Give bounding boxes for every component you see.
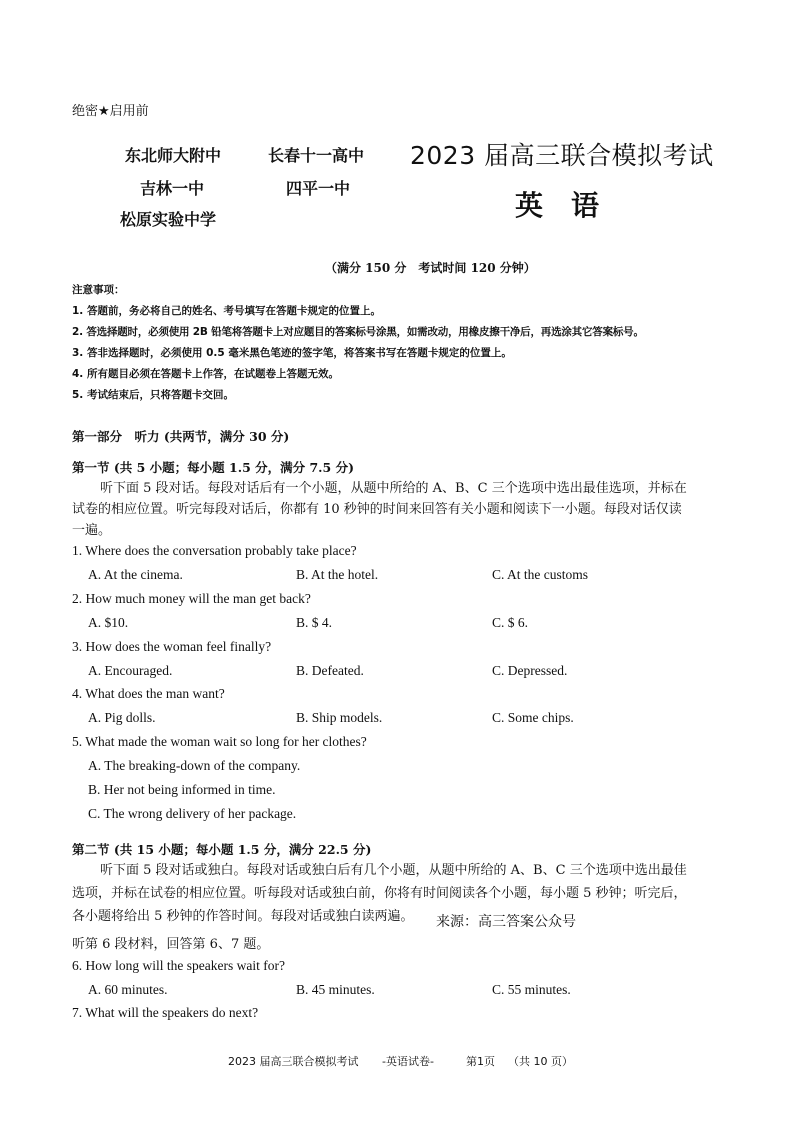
question-text: 5. What made the woman wait so long for her clothes? (72, 734, 367, 749)
watermark-text: 来源：高三答案公众号 (436, 914, 576, 930)
question-text: 2. How much money will the man get back? (72, 591, 311, 606)
note-item: 4. 所有题目必须在答题卡上作答，在试题卷上答题无效。 (72, 368, 339, 380)
instruction-line: 各小题将给出 5 秒钟的作答时间。每段对话或独白读两遍。 (72, 909, 414, 924)
school-name: 吉林一中 (140, 179, 205, 198)
instruction-line: 一遍。 (72, 523, 112, 538)
option-b: B. 45 minutes. (296, 982, 375, 997)
option-a: A. Pig dolls. (88, 710, 156, 725)
option-c: C. Some chips. (492, 710, 574, 725)
part-title: 第一部分 听力 (共两节，满分 30 分) (72, 429, 290, 444)
footer-page: 第1页 (466, 1055, 495, 1068)
note-item: 1. 答题前，务必将自己的姓名、考号填写在答题卡规定的位置上。 (72, 305, 381, 317)
footer-total: （共 10 页） (508, 1055, 573, 1068)
section-title: 第一节 (共 5 小题；每小题 1.5 分，满分 7.5 分) (72, 460, 354, 475)
question-text: 3. How does the woman feel finally? (72, 639, 272, 654)
option-b: B. Ship models. (296, 710, 383, 725)
option-c: C. $ 6. (492, 615, 529, 630)
option-c: C. The wrong delivery of her package. (88, 806, 297, 821)
option-a: A. Encouraged. (88, 663, 173, 678)
exam-title: 2023 届高三联合模拟考试 (410, 141, 714, 170)
instruction-line: 听下面 5 段对话。每段对话后有一个小题，从题中所给的 A、B、C 三个选项中选出最佳选项，并标在 (100, 481, 687, 496)
section-title: 第二节 (共 15 小题；每小题 1.5 分，满分 22.5 分) (72, 842, 372, 857)
option-a: A. $10. (88, 615, 129, 630)
option-a: A. The breaking-down of the company. (88, 758, 301, 773)
score-time: （满分 150 分 考试时间 120 分钟） (325, 261, 536, 275)
option-b: B. At the hotel. (296, 567, 379, 582)
notes-heading: 注意事项： (72, 284, 125, 296)
note-item: 3. 答非选择题时，必须使用 0.5 毫米黑色笔迹的签字笔，将答案书写在答题卡规定的位置上。 (72, 347, 512, 359)
option-a: A. 60 minutes. (88, 982, 168, 997)
school-name: 四平一中 (286, 179, 351, 198)
question-text: 4. What does the man want? (72, 686, 225, 701)
option-c: C. At the customs (492, 567, 589, 582)
option-c: C. 55 minutes. (492, 982, 571, 997)
option-c: C. Depressed. (492, 663, 568, 678)
confidential-label: 绝密★启用前 (72, 104, 149, 119)
option-a: A. At the cinema. (88, 567, 183, 582)
question-text: 7. What will the speakers do next? (72, 1005, 259, 1020)
instruction-line: 听下面 5 段对话或独白。每段对话或独白后有几个小题，从题中所给的 A、B、C 三个选项中选出最佳 (100, 863, 687, 878)
instruction-line: 试卷的相应位置。听完每段对话后，你都有 10 秒钟的时间来回答有关小题和阅读下一小题。每段对话仅读 (72, 502, 682, 517)
school-name: 长春十一高中 (268, 146, 365, 165)
subject-title: 英 语 (515, 189, 600, 222)
instruction-line: 选项，并标在试卷的相应位置。听每段对话或独白前，你将有时间阅读各个小题，每小题 5 秒钟；听完后， (72, 886, 687, 901)
option-b: B. Defeated. (296, 663, 364, 678)
note-item: 2. 答选择题时，必须使用 2B 铅笔将答题卡上对应题目的答案标号涂黑，如需改动，用橡皮擦干净后，再选涂其它答案标号。 (72, 326, 644, 338)
material-instruction: 听第 6 段材料，回答第 6、7 题。 (72, 937, 270, 952)
school-name: 东北师大附中 (125, 146, 222, 165)
option-b: B. Her not being informed in time. (88, 782, 276, 797)
footer-exam: 2023 届高三联合模拟考试 (228, 1055, 359, 1068)
question-text: 1. Where does the conversation probably take place? (72, 543, 357, 558)
note-item: 5. 考试结束后，只将答题卡交回。 (72, 389, 234, 401)
footer-paper: -英语试卷- (382, 1055, 434, 1068)
option-b: B. $ 4. (296, 615, 333, 630)
question-text: 6. How long will the speakers wait for? (72, 958, 285, 973)
school-name: 松原实验中学 (120, 210, 217, 229)
